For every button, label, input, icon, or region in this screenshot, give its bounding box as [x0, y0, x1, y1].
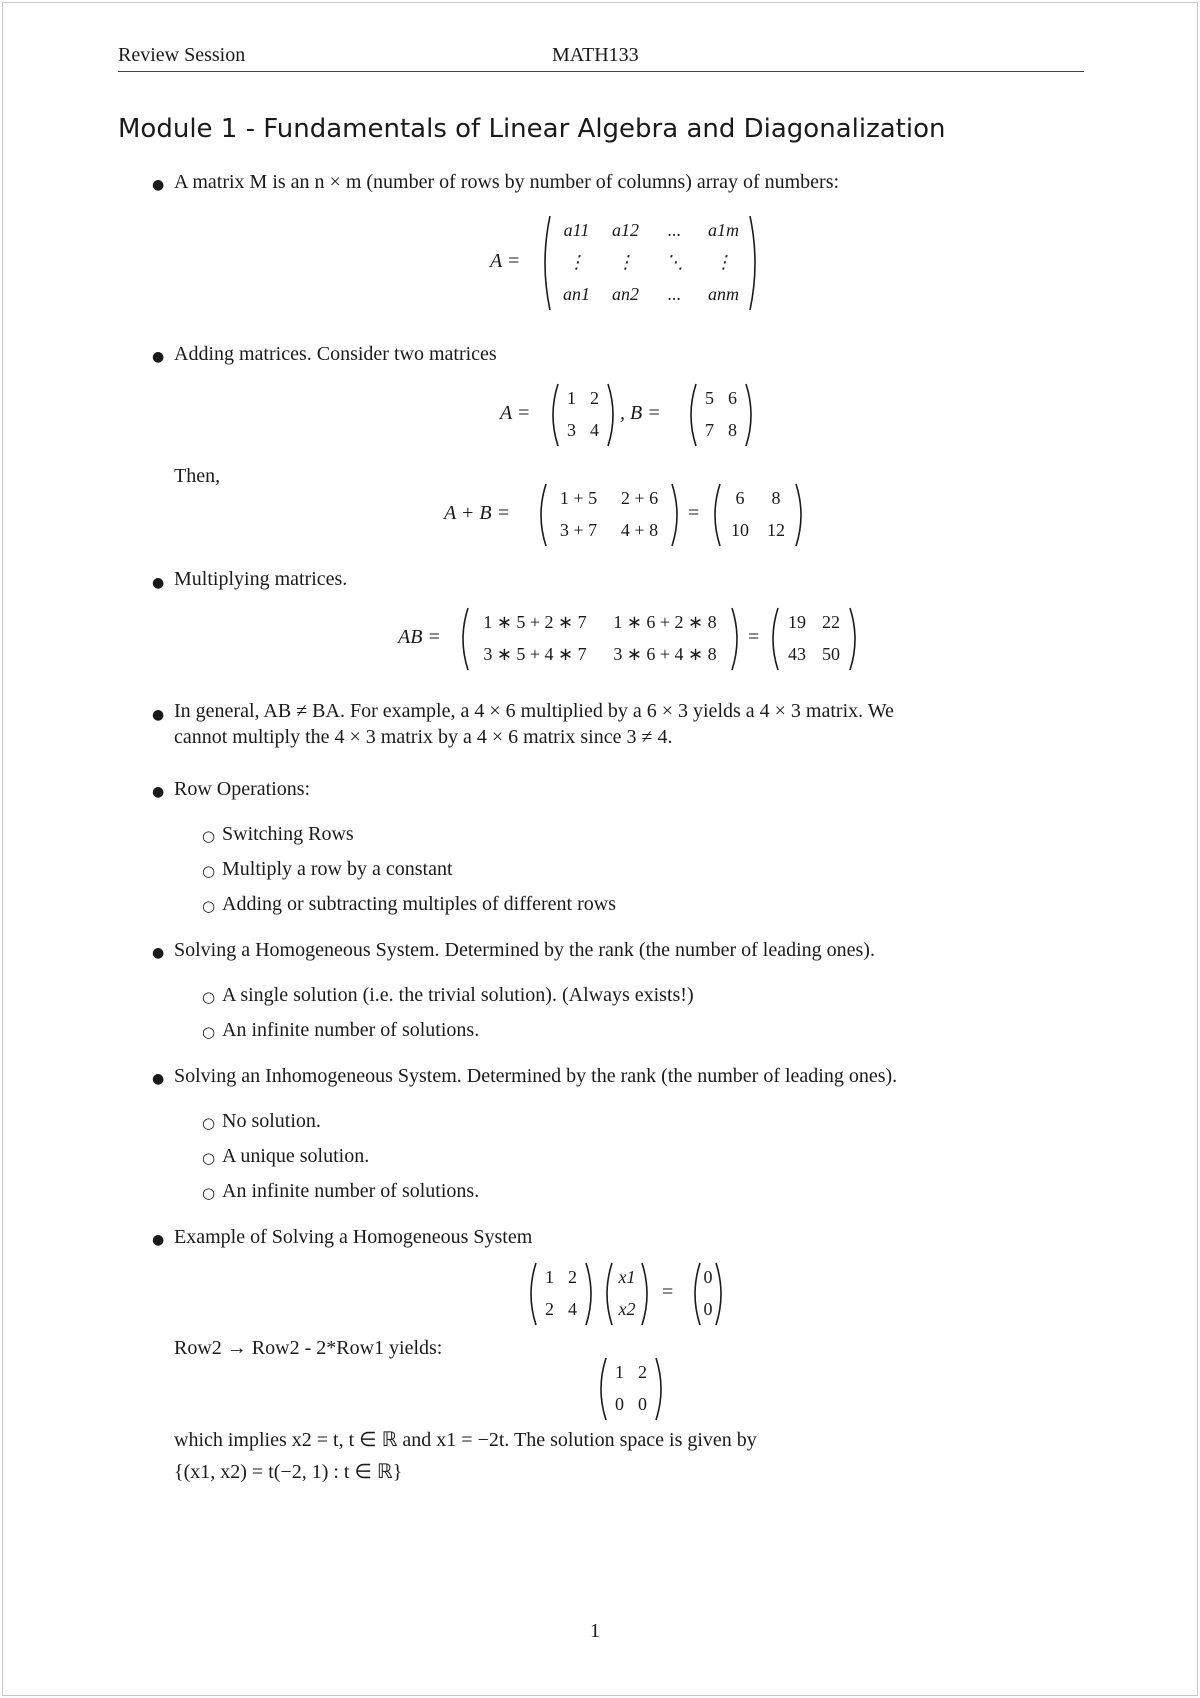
right-parenthesis [656, 1358, 661, 1420]
right-parenthesis [672, 484, 677, 546]
sub-bullet: ○ [202, 897, 216, 915]
product-result-matrix [768, 607, 860, 671]
matrix-cell: 2 [568, 1267, 577, 1287]
matrix-cell: a12 [612, 220, 639, 240]
matrix-cell: 43 [788, 644, 806, 664]
matrix-cell: 50 [822, 644, 840, 664]
matrix-cell: a1m [708, 220, 739, 240]
matrix-cell: 22 [822, 612, 840, 632]
bullet-text-row-ops: Row Operations: [174, 778, 311, 800]
row-operation-text: Row2 → Row2 - 2*Row1 yields: [174, 1337, 443, 1359]
solution-space: {(x1, x2) = t(−2, 1) : t ∈ ℝ} [174, 1461, 403, 1483]
left-parenthesis [553, 384, 558, 446]
header-rule [118, 71, 1084, 72]
sum-lhs: A + B = [444, 502, 511, 524]
equals-sign: = [748, 626, 760, 648]
right-parenthesis [732, 608, 737, 670]
matrix-cell: 7 [705, 420, 714, 440]
left-parenthesis [691, 384, 696, 446]
matrix-cell: 2 [638, 1362, 647, 1382]
header-left: Review Session [118, 44, 246, 66]
variable-vector [602, 1262, 652, 1326]
row-op-item: Multiply a row by a constant [222, 858, 453, 880]
sub-bullet: ○ [202, 1149, 216, 1167]
matrix-cell: 4 [568, 1299, 577, 1319]
matrix-a-lhs: A = [500, 402, 531, 424]
matrix-cell: ⋮ [567, 252, 586, 272]
matrix-cell: 1 ∗ 5 + 2 ∗ 7 [483, 612, 587, 632]
matrix-cell: ⋮ [714, 252, 733, 272]
left-parenthesis [601, 1358, 606, 1420]
coefficient-matrix [526, 1262, 596, 1326]
right-parenthesis [796, 484, 801, 546]
inhomogeneous-item: No solution. [222, 1110, 321, 1132]
matrix-cell: 3 [567, 420, 576, 440]
left-parenthesis [531, 1263, 536, 1325]
left-parenthesis [463, 608, 468, 670]
right-parenthesis [746, 384, 751, 446]
sub-bullet: ○ [202, 862, 216, 880]
equals-sign: = [662, 1281, 674, 1303]
header-course: MATH133 [552, 44, 639, 66]
matrix-cell: 1 + 5 [559, 488, 598, 508]
left-parenthesis [715, 484, 720, 546]
right-parenthesis [642, 1263, 647, 1325]
matrix-cell: 8 [728, 420, 737, 440]
matrix-cell: 5 [705, 388, 714, 408]
right-parenthesis [750, 216, 755, 310]
bullet-text-inhomogeneous: Solving an Inhomogeneous System. Determined by the rank (the number of leading ones). [174, 1065, 898, 1087]
matrix-cell: 2 [590, 388, 599, 408]
sum-result-matrix [710, 483, 806, 547]
matrix-b-lhs: , B = [620, 402, 661, 424]
inhomogeneous-item: An infinite number of solutions. [222, 1180, 480, 1202]
module-title: Module 1 - Fundamentals of Linear Algebra and Diagonalization [118, 114, 946, 144]
matrix-cell: ... [667, 284, 682, 304]
matrix-cell: a11 [563, 220, 590, 240]
reduced-matrix [596, 1357, 666, 1421]
matrix-cell: 0 [638, 1394, 647, 1414]
matrix-cell: 3 ∗ 6 + 4 ∗ 8 [613, 644, 717, 664]
matrix-cell: 6 [735, 488, 745, 508]
matrix-a [548, 383, 618, 447]
matrix-cell: ... [667, 220, 682, 240]
bullet-text-adding: Adding matrices. Consider two matrices [174, 343, 497, 365]
matrix-cell: 1 ∗ 6 + 2 ∗ 8 [613, 612, 717, 632]
matrix-cell: 1 [615, 1362, 624, 1382]
inhomogeneous-item: A unique solution. [222, 1145, 370, 1167]
bullet: ● [152, 177, 165, 193]
matrix-cell: 4 + 8 [620, 520, 659, 540]
bullet-text-matrix-def: A matrix M is an n × m (number of rows by number of columns) array of numbers: [174, 171, 840, 193]
matrix-cell: anm [708, 284, 739, 304]
left-parenthesis [541, 484, 546, 546]
bullet: ● [152, 707, 165, 723]
matrix-cell: 0 [703, 1299, 713, 1319]
matrix-cell: 4 [590, 420, 599, 440]
right-parenthesis [586, 1263, 591, 1325]
matrix-cell: 0 [615, 1394, 624, 1414]
homogeneous-item: A single solution (i.e. the trivial solution). (Always exists!) [222, 984, 694, 1006]
matrix-b [686, 383, 756, 447]
zero-vector [690, 1262, 726, 1326]
matrix-cell: 3 + 7 [559, 520, 598, 540]
homogeneous-item: An infinite number of solutions. [222, 1019, 480, 1041]
matrix-cell: ⋱ [665, 252, 684, 272]
equals-sign: = [688, 502, 700, 524]
matrix-cell: 1 [545, 1267, 554, 1287]
bullet-text-multiplying: Multiplying matrices. [174, 568, 348, 590]
implication-text: which implies x2 = t, t ∈ ℝ and x1 = −2t. The solution space is given by [174, 1429, 757, 1451]
matrix-a-lhs: A = [490, 250, 521, 272]
matrix-cell: 12 [767, 520, 785, 540]
bullet-text-homogeneous: Solving a Homogeneous System. Determined by the rank (the number of leading ones). [174, 939, 875, 961]
bullet: ● [152, 784, 165, 800]
matrix-cell: 8 [771, 488, 781, 508]
left-parenthesis [695, 1263, 700, 1325]
right-parenthesis [716, 1263, 721, 1325]
right-parenthesis [850, 608, 855, 670]
bullet-text-example: Example of Solving a Homogeneous System [174, 1226, 533, 1248]
matrix-cell: ⋮ [616, 252, 635, 272]
sum-expression-matrix [536, 483, 682, 547]
bullet: ● [152, 1232, 165, 1248]
product-lhs: AB = [398, 626, 441, 648]
left-parenthesis [545, 216, 550, 310]
bullet-text-noncommutative-1: In general, AB ≠ BA. For example, a 4 × 6 multiplied by a 6 × 3 yields a 4 × 3 matrix. We [174, 700, 894, 722]
sub-bullet: ○ [202, 827, 216, 845]
row-op-item: Adding or subtracting multiples of different rows [222, 893, 617, 915]
bullet-text-noncommutative-2: cannot multiply the 4 × 3 matrix by a 4 × 6 matrix since 3 ≠ 4. [174, 726, 673, 748]
sub-bullet: ○ [202, 1114, 216, 1132]
row-op-item: Switching Rows [222, 823, 354, 845]
sub-bullet: ○ [202, 988, 216, 1006]
bullet: ● [152, 575, 165, 591]
matrix-cell: an1 [563, 284, 590, 304]
matrix-cell: x1 [618, 1267, 636, 1287]
sub-bullet: ○ [202, 1184, 216, 1202]
matrix-cell: 2 [545, 1299, 554, 1319]
matrix-cell: 0 [703, 1267, 713, 1287]
matrix-cell: x2 [618, 1299, 636, 1319]
matrix-cell: 6 [728, 388, 737, 408]
left-parenthesis [773, 608, 778, 670]
sub-bullet: ○ [202, 1023, 216, 1041]
matrix-cell: 10 [731, 520, 749, 540]
matrix-cell: 2 + 6 [620, 488, 659, 508]
right-parenthesis [608, 384, 613, 446]
bullet: ● [152, 945, 165, 961]
bullet: ● [152, 1071, 165, 1087]
general-matrix [540, 215, 760, 311]
matrix-cell: an2 [612, 284, 639, 304]
left-parenthesis [607, 1263, 612, 1325]
matrix-cell: 3 ∗ 5 + 4 ∗ 7 [483, 644, 587, 664]
matrix-cell: 19 [788, 612, 806, 632]
then-label: Then, [174, 465, 221, 487]
product-expression-matrix [458, 607, 742, 671]
bullet: ● [152, 349, 165, 365]
matrix-cell: 1 [567, 388, 576, 408]
page-number: 1 [590, 1620, 600, 1642]
